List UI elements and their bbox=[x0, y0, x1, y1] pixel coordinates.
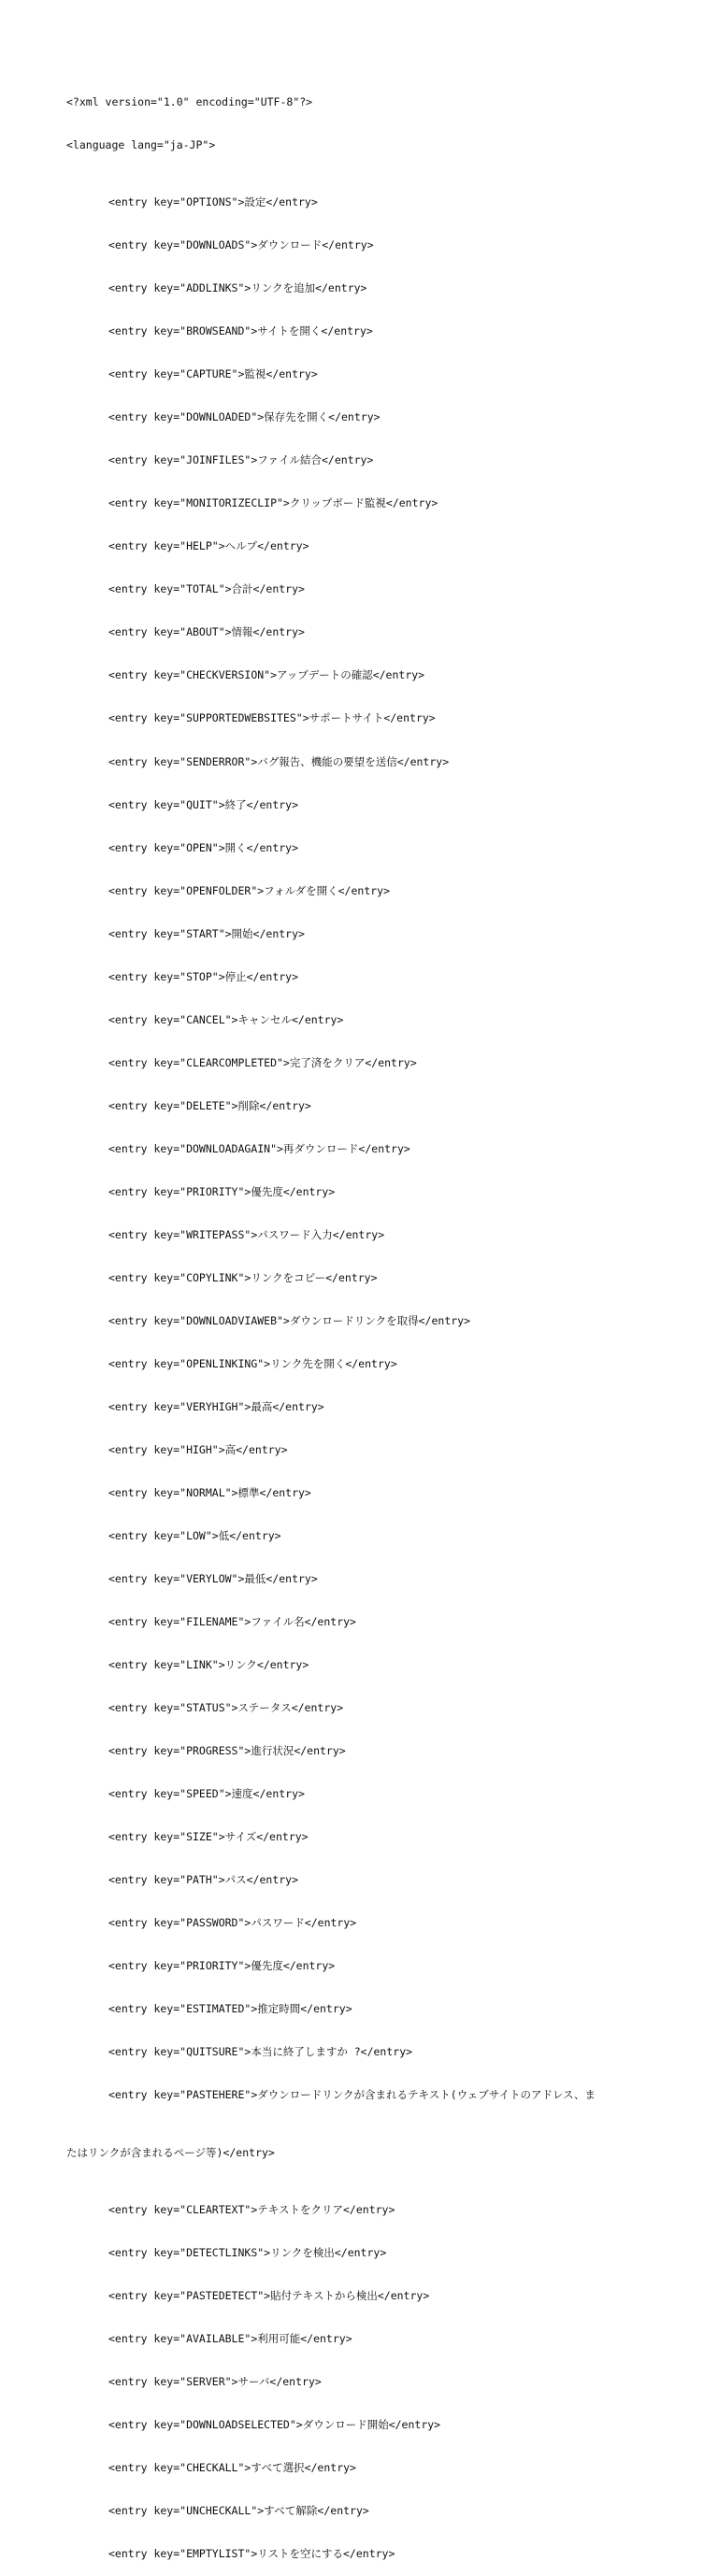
entry-line: <entry key="PASTEDETECT">貼付テキストから検出</entry> bbox=[108, 2289, 430, 2303]
entry-line: <entry key="MONITORIZECLIP">クリップボード監視</entry> bbox=[108, 496, 438, 510]
entry-line: <entry key="NORMAL">標準</entry> bbox=[108, 1486, 311, 1500]
entry-line: <entry key="PROGRESS">進行状況</entry> bbox=[108, 1744, 346, 1758]
entry-line: <entry key="SENDERROR">バグ報告、機能の要望を送信</entry> bbox=[108, 754, 450, 768]
language-open-tag-line: <language lang="ja-JP"> bbox=[66, 137, 216, 151]
entry-line: <entry key="PASSWORD">パスワード</entry> bbox=[108, 1916, 357, 1930]
entry-line: <entry key="CLEARTEXT">テキストをクリア</entry> bbox=[108, 2203, 395, 2217]
entry-line: <entry key="SERVER">サーバ</entry> bbox=[108, 2375, 322, 2389]
entry-line: <entry key="VERYHIGH">最高</entry> bbox=[108, 1399, 324, 1413]
entry-line: <entry key="DOWNLOADED">保存先を開く</entry> bbox=[108, 410, 381, 424]
entry-line: <entry key="CHECKVERSION">アップデートの確認</entry> bbox=[108, 668, 425, 682]
entry-line: <entry key="VERYLOW">最低</entry> bbox=[108, 1572, 318, 1586]
entry-line: <entry key="DOWNLOADAGAIN">再ダウンロード</entry> bbox=[108, 1141, 410, 1155]
entry-line: <entry key="DOWNLOADSELECTED">ダウンロード開始</entry> bbox=[108, 2418, 441, 2432]
entry-line: <entry key="SPEED">速度</entry> bbox=[108, 1787, 305, 1801]
entry-line: <entry key="OPEN">開く</entry> bbox=[108, 840, 299, 854]
entry-line: <entry key="DOWNLOADS">ダウンロード</entry> bbox=[108, 238, 374, 252]
entry-line: <entry key="SUPPORTEDWEBSITES">サポートサイト</entry> bbox=[108, 711, 436, 725]
entry-line: <entry key="COPYLINK">リンクをコピー</entry> bbox=[108, 1270, 378, 1284]
entry-line: <entry key="ABOUT">情報</entry> bbox=[108, 625, 305, 639]
entry-line: <entry key="STOP">停止</entry> bbox=[108, 969, 299, 983]
entry-line: <entry key="PRIORITY">優先度</entry> bbox=[108, 1184, 336, 1198]
entry-line: <entry key="OPENFOLDER">フォルダを開く</entry> bbox=[108, 883, 391, 897]
entry-line: <entry key="CAPTURE">監視</entry> bbox=[108, 367, 318, 381]
entry-line: <entry key="ADDLINKS">リンクを追加</entry> bbox=[108, 281, 367, 295]
entry-line: <entry key="FILENAME">ファイル名</entry> bbox=[108, 1615, 356, 1629]
entry-line: <entry key="STATUS">ステータス</entry> bbox=[108, 1701, 344, 1715]
xml-document bbox=[66, 66, 665, 2576]
entry-line: <entry key="PASTEHERE">ダウンロードリンクが含まれるテキスト(ウェブサイトのアドレス、ま bbox=[108, 2088, 596, 2102]
entry-line: <entry key="UNCHECKALL">すべて解除</entry> bbox=[108, 2504, 369, 2518]
entry-line: <entry key="DOWNLOADVIAWEB">ダウンロードリンクを取得</entry> bbox=[108, 1313, 471, 1327]
entry-line: <entry key="DELETE">削除</entry> bbox=[108, 1098, 311, 1112]
entry-line: <entry key="JOINFILES">ファイル結合</entry> bbox=[108, 453, 374, 467]
entry-line: <entry key="START">開始</entry> bbox=[108, 926, 305, 940]
xml-declaration-line: <?xml version="1.0" encoding="UTF-8"?> bbox=[66, 94, 313, 108]
entry-line: <entry key="QUIT">終了</entry> bbox=[108, 797, 299, 811]
entry-line: <entry key="SIZE">サイズ</entry> bbox=[108, 1830, 309, 1844]
wrapped-continuation-line: たはリンクが含まれるページ等)</entry> bbox=[66, 2145, 275, 2159]
entry-line: <entry key="WRITEPASS">パスワード入力</entry> bbox=[108, 1227, 385, 1241]
entry-line: <entry key="LOW">低</entry> bbox=[108, 1529, 281, 1543]
entry-line: <entry key="PRIORITY">優先度</entry> bbox=[108, 1959, 336, 1973]
entry-line: <entry key="CANCEL">キャンセル</entry> bbox=[108, 1012, 344, 1026]
entry-line: <entry key="CLEARCOMPLETED">完了済をクリア</entry> bbox=[108, 1055, 417, 1069]
entry-line: <entry key="LINK">リンク</entry> bbox=[108, 1658, 309, 1672]
entry-line: <entry key="QUITSURE">本当に終了しますか ?</entry> bbox=[108, 2045, 413, 2059]
entry-line: <entry key="OPENLINKING">リンク先を開く</entry> bbox=[108, 1356, 397, 1370]
entry-line: <entry key="TOTAL">合計</entry> bbox=[108, 582, 305, 596]
entry-line: <entry key="BROWSEAND">サイトを開く</entry> bbox=[108, 324, 373, 338]
entry-line: <entry key="OPTIONS">設定</entry> bbox=[108, 195, 318, 209]
entry-line: <entry key="CHECKALL">すべて選択</entry> bbox=[108, 2461, 356, 2475]
entry-line: <entry key="HELP">ヘルプ</entry> bbox=[108, 539, 309, 553]
entry-line: <entry key="DETECTLINKS">リンクを検出</entry> bbox=[108, 2246, 387, 2260]
entry-line: <entry key="ESTIMATED">推定時間</entry> bbox=[108, 2002, 352, 2016]
entry-line: <entry key="EMPTYLIST">リストを空にする</entry> bbox=[108, 2547, 395, 2561]
entry-line: <entry key="HIGH">高</entry> bbox=[108, 1443, 288, 1456]
entry-line: <entry key="AVAILABLE">利用可能</entry> bbox=[108, 2332, 352, 2346]
entry-line: <entry key="PATH">パス</entry> bbox=[108, 1873, 299, 1887]
